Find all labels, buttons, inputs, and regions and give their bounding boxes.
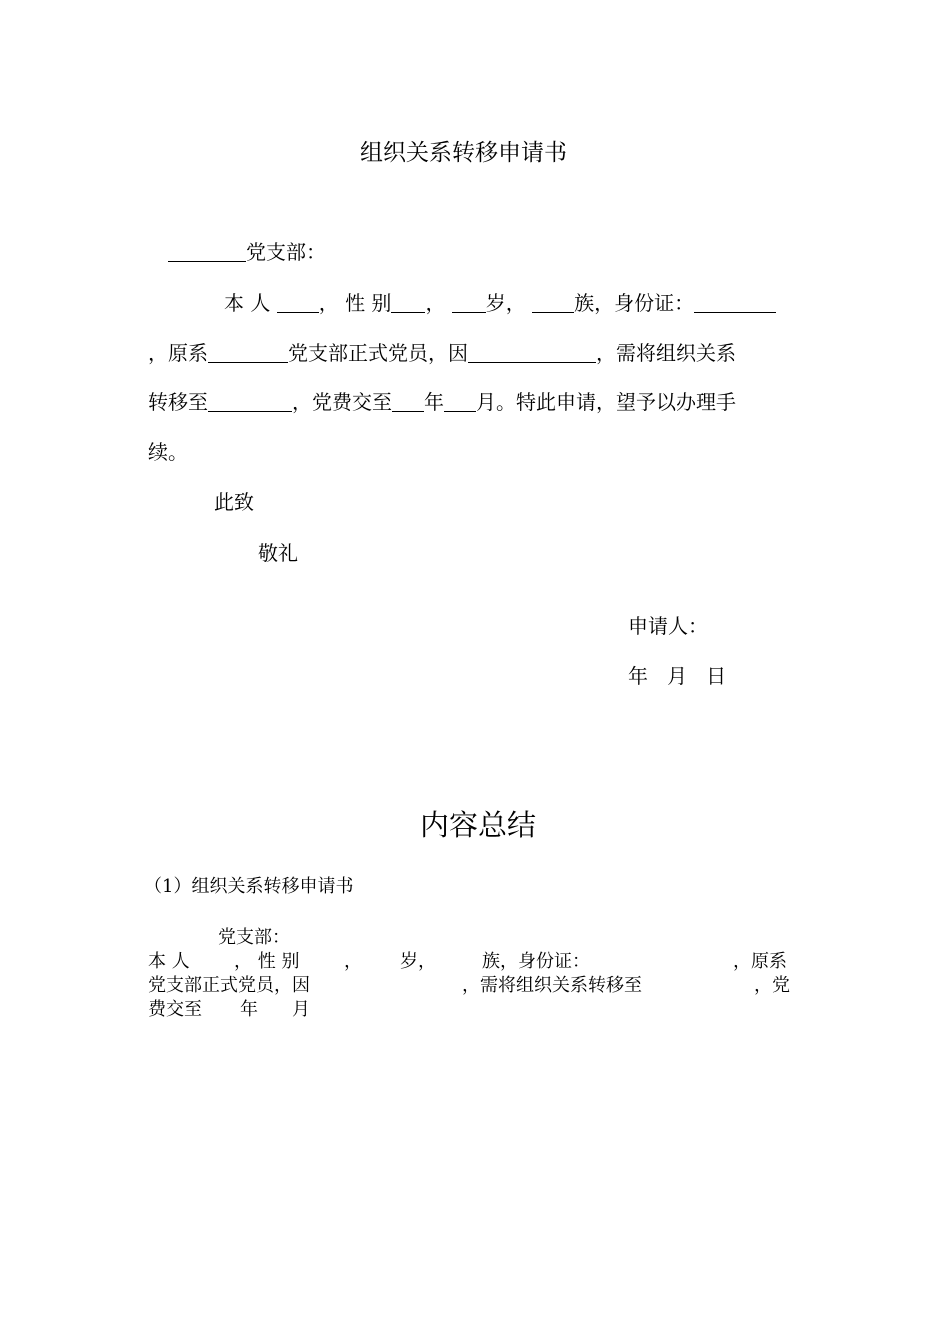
summary-text-dues-to: 费交至 [148, 999, 202, 1020]
id-blank [694, 292, 776, 313]
text-id: 族，身份证： [574, 291, 695, 315]
text-gender: ， 性 别 [318, 291, 392, 315]
former-branch-blank [208, 342, 288, 363]
summary-text-dues: ，党 [754, 975, 790, 996]
text-need-transfer: ，需将组织关系 [596, 341, 736, 365]
text-age: 岁， [485, 291, 526, 315]
summary-text-year: 年 [240, 999, 258, 1020]
body-line-4: 续。 [148, 440, 188, 464]
summary-salutation: 党支部： [218, 927, 290, 948]
text-comma: ， [425, 291, 446, 315]
salutation [168, 236, 326, 265]
name-blank [277, 292, 319, 313]
summary-text-member: 党支部正式党员，因 [148, 975, 310, 996]
year-blank [392, 391, 424, 412]
closing-2: 敬礼 [258, 541, 298, 565]
summary-heading: 内容总结 [420, 808, 537, 842]
summary-text-age: 岁， [400, 951, 436, 972]
summary-text-comma: ， [344, 951, 362, 972]
summary-line-1 [148, 947, 794, 971]
branch-blank [168, 241, 246, 262]
body-line-1 [224, 287, 776, 316]
summary-item-title: （1）组织关系转移申请书 [144, 876, 354, 897]
summary-line-3 [148, 995, 794, 1019]
reason-blank [468, 342, 596, 363]
summary-text-self: 本 人 [148, 951, 190, 972]
closing-1: 此致 [214, 490, 254, 514]
text-self: 本 人 [224, 291, 271, 315]
text-formerly: ，原系 [148, 341, 208, 365]
text-year: 年 [424, 390, 444, 414]
summary-line-2 [148, 971, 794, 995]
document-title: 组织关系转移申请书 [360, 140, 567, 166]
summary-text-id: 族，身份证： [482, 951, 590, 972]
destination-blank [208, 391, 292, 412]
summary-text-month: 月 [292, 999, 310, 1020]
date-line: 年 月 日 [628, 664, 727, 688]
text-request: 月。特此申请，望予以办理手 [476, 390, 736, 414]
ethnicity-blank [532, 292, 574, 313]
month-blank [444, 391, 476, 412]
summary-text-gender: ， 性 别 [234, 951, 300, 972]
text-dues: ，党费交至 [292, 390, 392, 414]
body-line-2 [148, 337, 736, 366]
gender-blank [391, 292, 425, 313]
applicant-label: 申请人： [628, 614, 708, 638]
summary-text-transfer: ，需将组织关系转移至 [462, 975, 642, 996]
age-blank [452, 292, 486, 313]
summary-text-formerly: ，原系 [733, 951, 787, 972]
salutation-suffix: 党支部： [246, 240, 326, 264]
body-line-3 [148, 386, 736, 415]
text-member: 党支部正式党员，因 [288, 341, 468, 365]
text-transfer-to: 转移至 [148, 390, 208, 414]
